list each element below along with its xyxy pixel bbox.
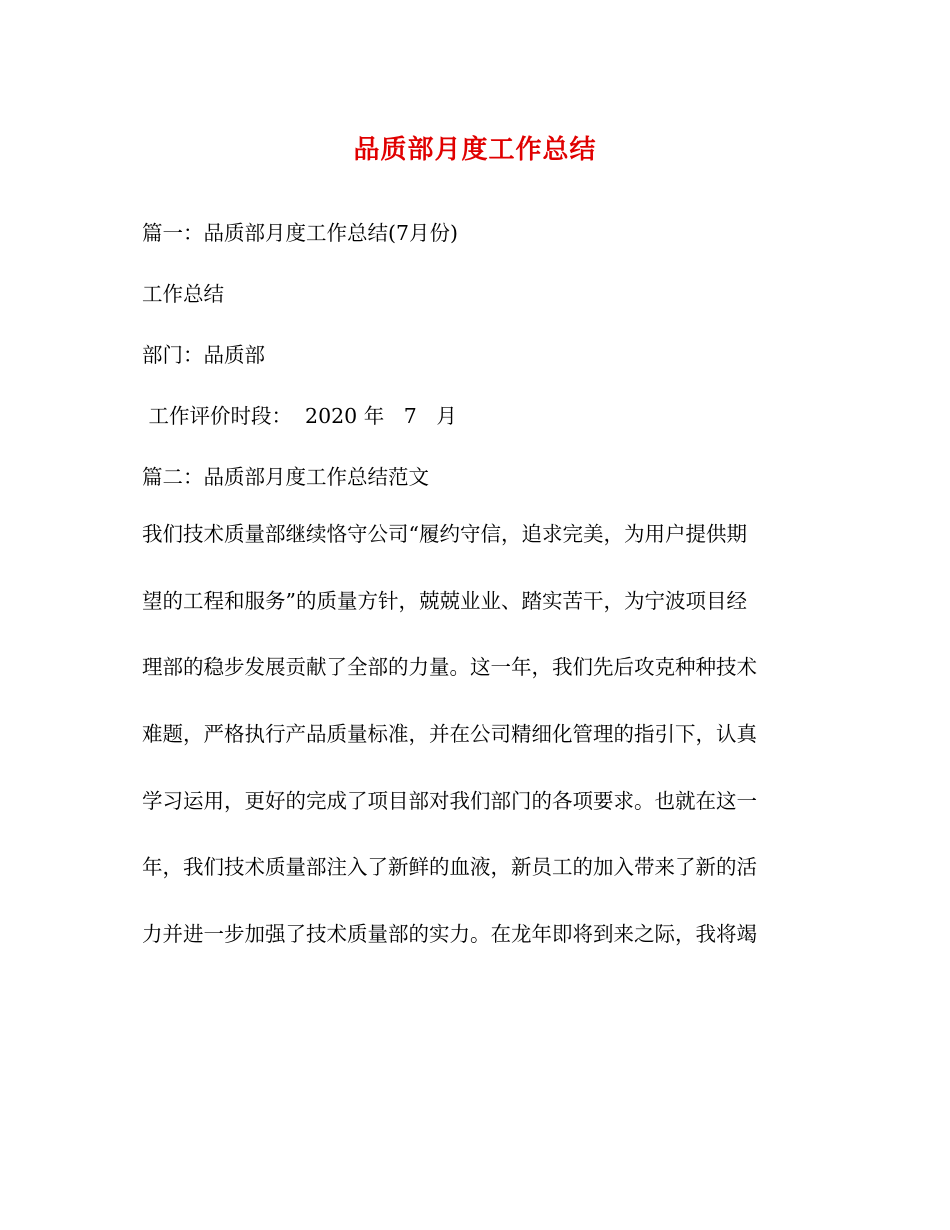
paragraph-line: 难题，严格执行产品质量标准，并在公司精细化管理的指引下，认真	[142, 722, 757, 747]
paragraph-line: 年，我们技术质量部注入了新鲜的血液，新员工的加入带来了新的活	[142, 855, 757, 880]
evaluation-period-line: 工作评价时段： 2020 年 7 月	[142, 404, 457, 428]
section-heading-2: 篇二：品质部月度工作总结范文	[142, 465, 429, 489]
paragraph-line: 望的工程和服务”的质量方针，兢兢业业、踏实苦干，为宁波项目经	[142, 588, 747, 613]
paragraph-line: 学习运用，更好的完成了项目部对我们部门的各项要求。也就在这一	[142, 788, 757, 813]
document-title: 品质部月度工作总结	[353, 135, 597, 165]
work-summary-label: 工作总结	[142, 282, 224, 306]
section-heading-1: 篇一：品质部月度工作总结(7月份)	[142, 221, 459, 245]
paragraph-line: 力并进一步加强了技术质量部的实力。在龙年即将到来之际，我将竭	[142, 922, 757, 947]
paragraph-line: 理部的稳步发展贡献了全部的力量。这一年，我们先后攻克种种技术	[142, 655, 757, 680]
department-line: 部门：品质部	[142, 343, 265, 367]
paragraph-line: 我们技术质量部继续恪守公司“履约守信，追求完美，为用户提供期	[142, 522, 747, 546]
body-paragraph	[142, 520, 802, 987]
